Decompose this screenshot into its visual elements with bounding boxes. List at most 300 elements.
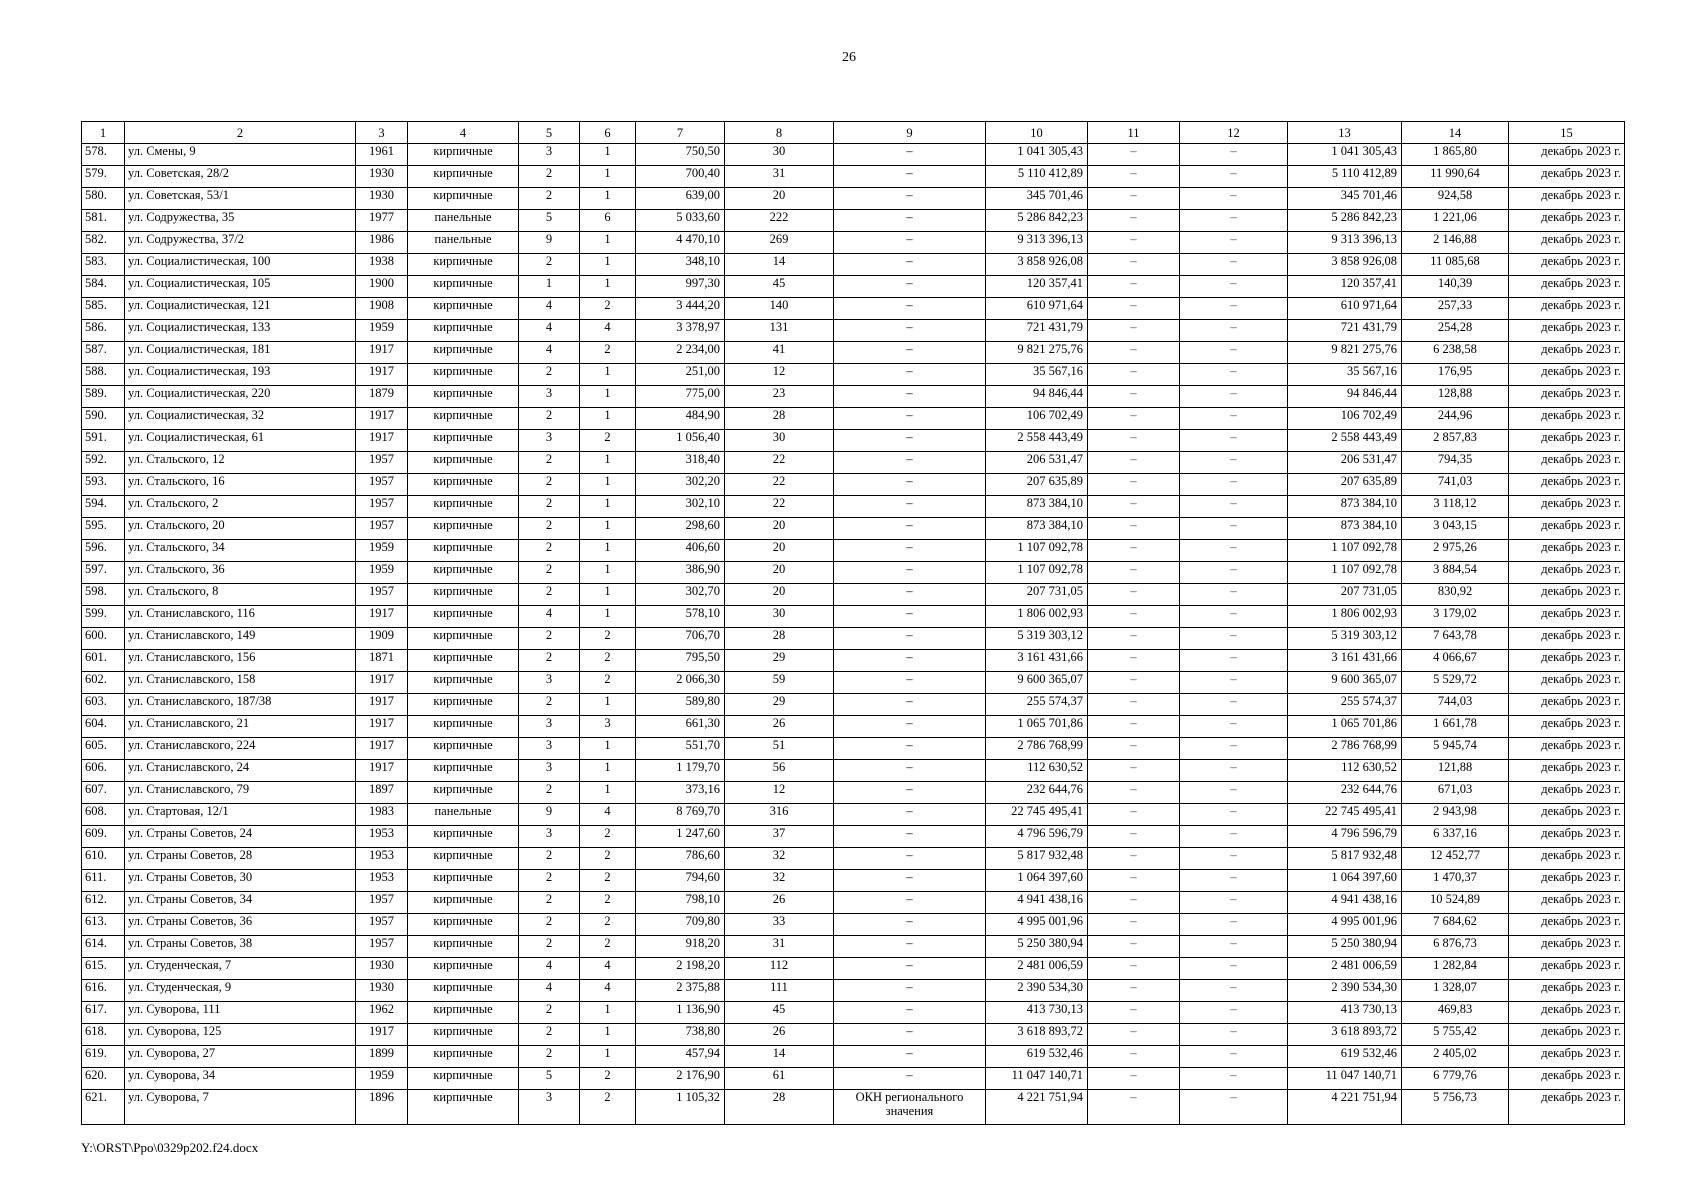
cell-col-5: 2 <box>519 452 580 474</box>
cell-col-12: – <box>1180 914 1288 936</box>
cell-col-9: – <box>834 452 986 474</box>
cell-col-1: 614. <box>82 936 125 958</box>
cell-col-13: 1 107 092,78 <box>1288 562 1402 584</box>
cell-col-8: 29 <box>725 694 834 716</box>
cell-col-2: ул. Станиславского, 149 <box>125 628 356 650</box>
cell-col-14: 1 221,06 <box>1402 210 1509 232</box>
cell-col-13: 1 107 092,78 <box>1288 540 1402 562</box>
cell-col-12: – <box>1180 672 1288 694</box>
cell-col-5: 2 <box>519 254 580 276</box>
cell-col-8: 45 <box>725 276 834 298</box>
cell-col-4: кирпичные <box>408 1090 519 1125</box>
column-header-2: 2 <box>125 122 356 144</box>
cell-col-7: 2 176,90 <box>636 1068 725 1090</box>
cell-col-15: декабрь 2023 г. <box>1509 342 1625 364</box>
cell-col-8: 33 <box>725 914 834 936</box>
cell-col-13: 1 065 701,86 <box>1288 716 1402 738</box>
cell-col-2: ул. Станиславского, 24 <box>125 760 356 782</box>
cell-col-10: 106 702,49 <box>986 408 1088 430</box>
cell-col-6: 1 <box>580 782 636 804</box>
cell-col-12: – <box>1180 210 1288 232</box>
cell-col-10: 35 567,16 <box>986 364 1088 386</box>
cell-col-4: кирпичные <box>408 980 519 1002</box>
cell-col-8: 61 <box>725 1068 834 1090</box>
cell-col-6: 2 <box>580 650 636 672</box>
cell-col-5: 9 <box>519 804 580 826</box>
cell-col-3: 1917 <box>356 716 408 738</box>
column-header-1: 1 <box>82 122 125 144</box>
cell-col-2: ул. Станиславского, 158 <box>125 672 356 694</box>
cell-col-11: – <box>1088 870 1180 892</box>
column-header-14: 14 <box>1402 122 1509 144</box>
cell-col-4: кирпичные <box>408 342 519 364</box>
cell-col-1: 587. <box>82 342 125 364</box>
cell-col-14: 12 452,77 <box>1402 848 1509 870</box>
cell-col-6: 2 <box>580 826 636 848</box>
cell-col-13: 9 821 275,76 <box>1288 342 1402 364</box>
column-header-7: 7 <box>636 122 725 144</box>
cell-col-2: ул. Станиславского, 156 <box>125 650 356 672</box>
cell-col-15: декабрь 2023 г. <box>1509 672 1625 694</box>
cell-col-6: 1 <box>580 386 636 408</box>
cell-col-7: 302,10 <box>636 496 725 518</box>
table-row <box>82 144 1625 166</box>
column-header-12: 12 <box>1180 122 1288 144</box>
cell-col-14: 469,83 <box>1402 1002 1509 1024</box>
cell-col-12: – <box>1180 408 1288 430</box>
cell-col-10: 4 995 001,96 <box>986 914 1088 936</box>
cell-col-10: 4 796 596,79 <box>986 826 1088 848</box>
cell-col-6: 2 <box>580 628 636 650</box>
cell-col-13: 873 384,10 <box>1288 518 1402 540</box>
cell-col-11: – <box>1088 364 1180 386</box>
cell-col-7: 578,10 <box>636 606 725 628</box>
cell-col-15: декабрь 2023 г. <box>1509 518 1625 540</box>
cell-col-13: 5 319 303,12 <box>1288 628 1402 650</box>
cell-col-2: ул. Студенческая, 9 <box>125 980 356 1002</box>
cell-col-13: 232 644,76 <box>1288 782 1402 804</box>
cell-col-9: – <box>834 958 986 980</box>
cell-col-9: – <box>834 386 986 408</box>
cell-col-15: декабрь 2023 г. <box>1509 1024 1625 1046</box>
cell-col-14: 3 884,54 <box>1402 562 1509 584</box>
cell-col-8: 26 <box>725 892 834 914</box>
cell-col-14: 741,03 <box>1402 474 1509 496</box>
cell-col-4: кирпичные <box>408 540 519 562</box>
cell-col-7: 1 136,90 <box>636 1002 725 1024</box>
cell-col-7: 251,00 <box>636 364 725 386</box>
cell-col-14: 10 524,89 <box>1402 892 1509 914</box>
cell-col-1: 586. <box>82 320 125 342</box>
cell-col-7: 457,94 <box>636 1046 725 1068</box>
cell-col-1: 615. <box>82 958 125 980</box>
cell-col-8: 12 <box>725 364 834 386</box>
table-row <box>82 1002 1625 1024</box>
cell-col-14: 257,33 <box>1402 298 1509 320</box>
cell-col-15: декабрь 2023 г. <box>1509 364 1625 386</box>
cell-col-2: ул. Социалистическая, 220 <box>125 386 356 408</box>
cell-col-6: 6 <box>580 210 636 232</box>
cell-col-3: 1957 <box>356 452 408 474</box>
cell-col-14: 1 661,78 <box>1402 716 1509 738</box>
cell-col-12: – <box>1180 562 1288 584</box>
cell-col-6: 1 <box>580 738 636 760</box>
cell-col-9: – <box>834 364 986 386</box>
cell-col-10: 2 786 768,99 <box>986 738 1088 760</box>
cell-col-10: 94 846,44 <box>986 386 1088 408</box>
cell-col-4: кирпичные <box>408 1024 519 1046</box>
cell-col-4: панельные <box>408 210 519 232</box>
cell-col-10: 232 644,76 <box>986 782 1088 804</box>
cell-col-1: 602. <box>82 672 125 694</box>
table-row <box>82 958 1625 980</box>
cell-col-5: 9 <box>519 232 580 254</box>
cell-col-7: 3 444,20 <box>636 298 725 320</box>
cell-col-3: 1986 <box>356 232 408 254</box>
cell-col-8: 51 <box>725 738 834 760</box>
cell-col-5: 3 <box>519 716 580 738</box>
cell-col-8: 30 <box>725 606 834 628</box>
cell-col-8: 32 <box>725 848 834 870</box>
cell-col-8: 131 <box>725 320 834 342</box>
cell-col-12: – <box>1180 144 1288 166</box>
cell-col-11: – <box>1088 1046 1180 1068</box>
cell-col-7: 997,30 <box>636 276 725 298</box>
cell-col-2: ул. Суворова, 125 <box>125 1024 356 1046</box>
cell-col-6: 1 <box>580 232 636 254</box>
cell-col-1: 620. <box>82 1068 125 1090</box>
cell-col-3: 1959 <box>356 562 408 584</box>
cell-col-10: 9 821 275,76 <box>986 342 1088 364</box>
cell-col-4: кирпичные <box>408 320 519 342</box>
cell-col-5: 2 <box>519 914 580 936</box>
table-row <box>82 210 1625 232</box>
cell-col-1: 588. <box>82 364 125 386</box>
cell-col-8: 30 <box>725 430 834 452</box>
cell-col-11: – <box>1088 562 1180 584</box>
cell-col-12: – <box>1180 342 1288 364</box>
cell-col-8: 112 <box>725 958 834 980</box>
cell-col-1: 594. <box>82 496 125 518</box>
cell-col-1: 606. <box>82 760 125 782</box>
cell-col-6: 1 <box>580 144 636 166</box>
cell-col-2: ул. Станиславского, 224 <box>125 738 356 760</box>
cell-col-1: 605. <box>82 738 125 760</box>
cell-col-13: 2 390 534,30 <box>1288 980 1402 1002</box>
cell-col-2: ул. Страны Советов, 36 <box>125 914 356 936</box>
cell-col-10: 1 107 092,78 <box>986 540 1088 562</box>
cell-col-14: 5 755,42 <box>1402 1024 1509 1046</box>
cell-col-7: 795,50 <box>636 650 725 672</box>
cell-col-15: декабрь 2023 г. <box>1509 848 1625 870</box>
cell-col-10: 5 286 842,23 <box>986 210 1088 232</box>
cell-col-9: – <box>834 298 986 320</box>
cell-col-6: 4 <box>580 958 636 980</box>
cell-col-13: 94 846,44 <box>1288 386 1402 408</box>
cell-col-8: 37 <box>725 826 834 848</box>
cell-col-9: – <box>834 716 986 738</box>
cell-col-2: ул. Суворова, 34 <box>125 1068 356 1090</box>
cell-col-12: – <box>1180 320 1288 342</box>
cell-col-3: 1930 <box>356 188 408 210</box>
cell-col-5: 1 <box>519 276 580 298</box>
cell-col-9: – <box>834 320 986 342</box>
cell-col-10: 1 064 397,60 <box>986 870 1088 892</box>
cell-col-4: кирпичные <box>408 188 519 210</box>
cell-col-12: – <box>1180 870 1288 892</box>
cell-col-5: 2 <box>519 474 580 496</box>
cell-col-4: кирпичные <box>408 782 519 804</box>
table-row <box>82 936 1625 958</box>
cell-col-10: 22 745 495,41 <box>986 804 1088 826</box>
cell-col-11: – <box>1088 1090 1180 1125</box>
table-row <box>82 276 1625 298</box>
cell-col-14: 1 865,80 <box>1402 144 1509 166</box>
cell-col-15: декабрь 2023 г. <box>1509 606 1625 628</box>
table-row <box>82 1046 1625 1068</box>
cell-col-14: 128,88 <box>1402 386 1509 408</box>
cell-col-11: – <box>1088 298 1180 320</box>
cell-col-2: ул. Советская, 53/1 <box>125 188 356 210</box>
cell-col-5: 4 <box>519 320 580 342</box>
cell-col-10: 1 107 092,78 <box>986 562 1088 584</box>
cell-col-10: 873 384,10 <box>986 518 1088 540</box>
cell-col-6: 2 <box>580 892 636 914</box>
cell-col-14: 7 643,78 <box>1402 628 1509 650</box>
cell-col-15: декабрь 2023 г. <box>1509 1090 1625 1125</box>
cell-col-6: 2 <box>580 1068 636 1090</box>
cell-col-7: 1 179,70 <box>636 760 725 782</box>
cell-col-9: – <box>834 188 986 210</box>
column-header-13: 13 <box>1288 122 1402 144</box>
cell-col-5: 4 <box>519 298 580 320</box>
cell-col-8: 222 <box>725 210 834 232</box>
cell-col-8: 31 <box>725 936 834 958</box>
cell-col-3: 1917 <box>356 760 408 782</box>
cell-col-12: – <box>1180 628 1288 650</box>
cell-col-15: декабрь 2023 г. <box>1509 562 1625 584</box>
cell-col-5: 2 <box>519 870 580 892</box>
cell-col-10: 1 041 305,43 <box>986 144 1088 166</box>
cell-col-13: 4 995 001,96 <box>1288 914 1402 936</box>
cell-col-8: 14 <box>725 1046 834 1068</box>
cell-col-9: – <box>834 914 986 936</box>
cell-col-14: 830,92 <box>1402 584 1509 606</box>
cell-col-9: – <box>834 540 986 562</box>
cell-col-9: – <box>834 232 986 254</box>
table-row <box>82 848 1625 870</box>
cell-col-15: декабрь 2023 г. <box>1509 584 1625 606</box>
cell-col-7: 661,30 <box>636 716 725 738</box>
cell-col-2: ул. Социалистическая, 32 <box>125 408 356 430</box>
cell-col-1: 603. <box>82 694 125 716</box>
cell-col-13: 1 806 002,93 <box>1288 606 1402 628</box>
cell-col-2: ул. Содружества, 35 <box>125 210 356 232</box>
cell-col-4: кирпичные <box>408 914 519 936</box>
cell-col-12: – <box>1180 298 1288 320</box>
cell-col-9: – <box>834 1046 986 1068</box>
cell-col-13: 3 618 893,72 <box>1288 1024 1402 1046</box>
cell-col-9: – <box>834 694 986 716</box>
cell-col-1: 596. <box>82 540 125 562</box>
cell-col-4: кирпичные <box>408 1068 519 1090</box>
cell-col-13: 413 730,13 <box>1288 1002 1402 1024</box>
cell-col-11: – <box>1088 650 1180 672</box>
cell-col-13: 5 250 380,94 <box>1288 936 1402 958</box>
table-row <box>82 1024 1625 1046</box>
cell-col-12: – <box>1180 892 1288 914</box>
cell-col-4: кирпичные <box>408 848 519 870</box>
cell-col-8: 111 <box>725 980 834 1002</box>
cell-col-8: 31 <box>725 166 834 188</box>
cell-col-1: 597. <box>82 562 125 584</box>
data-table-container <box>81 121 1624 1125</box>
cell-col-9: – <box>834 518 986 540</box>
column-header-10: 10 <box>986 122 1088 144</box>
cell-col-14: 5 529,72 <box>1402 672 1509 694</box>
cell-col-13: 22 745 495,41 <box>1288 804 1402 826</box>
cell-col-15: декабрь 2023 г. <box>1509 716 1625 738</box>
cell-col-3: 1957 <box>356 914 408 936</box>
cell-col-5: 2 <box>519 562 580 584</box>
cell-col-15: декабрь 2023 г. <box>1509 386 1625 408</box>
cell-col-1: 621. <box>82 1090 125 1125</box>
cell-col-3: 1871 <box>356 650 408 672</box>
cell-col-12: – <box>1180 606 1288 628</box>
cell-col-7: 406,60 <box>636 540 725 562</box>
page-number: 26 <box>842 50 856 65</box>
cell-col-6: 2 <box>580 936 636 958</box>
cell-col-10: 619 532,46 <box>986 1046 1088 1068</box>
cell-col-5: 4 <box>519 958 580 980</box>
footer-file-path: Y:\ORST\Ppo\0329p202.f24.docx <box>81 1140 259 1155</box>
cell-col-14: 4 066,67 <box>1402 650 1509 672</box>
table-row <box>82 342 1625 364</box>
cell-col-7: 1 105,32 <box>636 1090 725 1125</box>
cell-col-14: 924,58 <box>1402 188 1509 210</box>
cell-col-6: 2 <box>580 342 636 364</box>
cell-col-10: 3 161 431,66 <box>986 650 1088 672</box>
cell-col-7: 2 375,88 <box>636 980 725 1002</box>
cell-col-12: – <box>1180 496 1288 518</box>
cell-col-2: ул. Страны Советов, 38 <box>125 936 356 958</box>
table-row <box>82 518 1625 540</box>
cell-col-12: – <box>1180 936 1288 958</box>
cell-col-12: – <box>1180 1024 1288 1046</box>
cell-col-13: 207 635,89 <box>1288 474 1402 496</box>
cell-col-5: 3 <box>519 826 580 848</box>
cell-col-3: 1959 <box>356 1068 408 1090</box>
cell-col-6: 4 <box>580 804 636 826</box>
cell-col-2: ул. Страны Советов, 24 <box>125 826 356 848</box>
cell-col-10: 5 817 932,48 <box>986 848 1088 870</box>
cell-col-11: – <box>1088 738 1180 760</box>
cell-col-10: 5 110 412,89 <box>986 166 1088 188</box>
cell-col-4: кирпичные <box>408 386 519 408</box>
cell-col-4: кирпичные <box>408 672 519 694</box>
cell-col-10: 5 250 380,94 <box>986 936 1088 958</box>
cell-col-13: 1 064 397,60 <box>1288 870 1402 892</box>
cell-col-13: 206 531,47 <box>1288 452 1402 474</box>
cell-col-4: кирпичные <box>408 738 519 760</box>
cell-col-14: 1 328,07 <box>1402 980 1509 1002</box>
cell-col-2: ул. Стальского, 12 <box>125 452 356 474</box>
cell-col-6: 1 <box>580 518 636 540</box>
cell-col-7: 738,80 <box>636 1024 725 1046</box>
cell-col-6: 2 <box>580 298 636 320</box>
cell-col-15: декабрь 2023 г. <box>1509 320 1625 342</box>
cell-col-14: 1 470,37 <box>1402 870 1509 892</box>
cell-col-5: 2 <box>519 892 580 914</box>
cell-col-6: 1 <box>580 1002 636 1024</box>
cell-col-7: 775,00 <box>636 386 725 408</box>
cell-col-15: декабрь 2023 г. <box>1509 452 1625 474</box>
cell-col-9: – <box>834 760 986 782</box>
cell-col-13: 3 858 926,08 <box>1288 254 1402 276</box>
cell-col-13: 35 567,16 <box>1288 364 1402 386</box>
cell-col-2: ул. Станиславского, 21 <box>125 716 356 738</box>
cell-col-6: 1 <box>580 188 636 210</box>
cell-col-14: 244,96 <box>1402 408 1509 430</box>
cell-col-15: декабрь 2023 г. <box>1509 144 1625 166</box>
cell-col-6: 1 <box>580 452 636 474</box>
column-header-3: 3 <box>356 122 408 144</box>
cell-col-13: 2 481 006,59 <box>1288 958 1402 980</box>
cell-col-7: 373,16 <box>636 782 725 804</box>
cell-col-15: декабрь 2023 г. <box>1509 738 1625 760</box>
cell-col-13: 3 161 431,66 <box>1288 650 1402 672</box>
cell-col-5: 3 <box>519 430 580 452</box>
cell-col-12: – <box>1180 716 1288 738</box>
cell-col-1: 595. <box>82 518 125 540</box>
cell-col-10: 255 574,37 <box>986 694 1088 716</box>
cell-col-3: 1957 <box>356 518 408 540</box>
cell-col-10: 207 731,05 <box>986 584 1088 606</box>
cell-col-6: 4 <box>580 320 636 342</box>
cell-col-1: 610. <box>82 848 125 870</box>
cell-col-3: 1938 <box>356 254 408 276</box>
cell-col-15: декабрь 2023 г. <box>1509 474 1625 496</box>
cell-col-11: – <box>1088 628 1180 650</box>
cell-col-13: 721 431,79 <box>1288 320 1402 342</box>
cell-col-5: 2 <box>519 1046 580 1068</box>
cell-col-7: 302,20 <box>636 474 725 496</box>
cell-col-2: ул. Суворова, 7 <box>125 1090 356 1125</box>
cell-col-5: 3 <box>519 144 580 166</box>
cell-col-3: 1917 <box>356 364 408 386</box>
cell-col-4: кирпичные <box>408 562 519 584</box>
cell-col-7: 794,60 <box>636 870 725 892</box>
cell-col-13: 120 357,41 <box>1288 276 1402 298</box>
table-row <box>82 1068 1625 1090</box>
cell-col-13: 5 817 932,48 <box>1288 848 1402 870</box>
cell-col-10: 11 047 140,71 <box>986 1068 1088 1090</box>
table-row <box>82 188 1625 210</box>
cell-col-14: 140,39 <box>1402 276 1509 298</box>
cell-col-9: – <box>834 210 986 232</box>
table-row <box>82 892 1625 914</box>
cell-col-5: 3 <box>519 760 580 782</box>
cell-col-5: 4 <box>519 342 580 364</box>
cell-col-2: ул. Станиславского, 187/38 <box>125 694 356 716</box>
cell-col-4: кирпичные <box>408 650 519 672</box>
cell-col-3: 1930 <box>356 980 408 1002</box>
cell-col-5: 2 <box>519 540 580 562</box>
cell-col-2: ул. Социалистическая, 133 <box>125 320 356 342</box>
cell-col-15: декабрь 2023 г. <box>1509 870 1625 892</box>
cell-col-5: 3 <box>519 672 580 694</box>
cell-col-13: 9 600 365,07 <box>1288 672 1402 694</box>
